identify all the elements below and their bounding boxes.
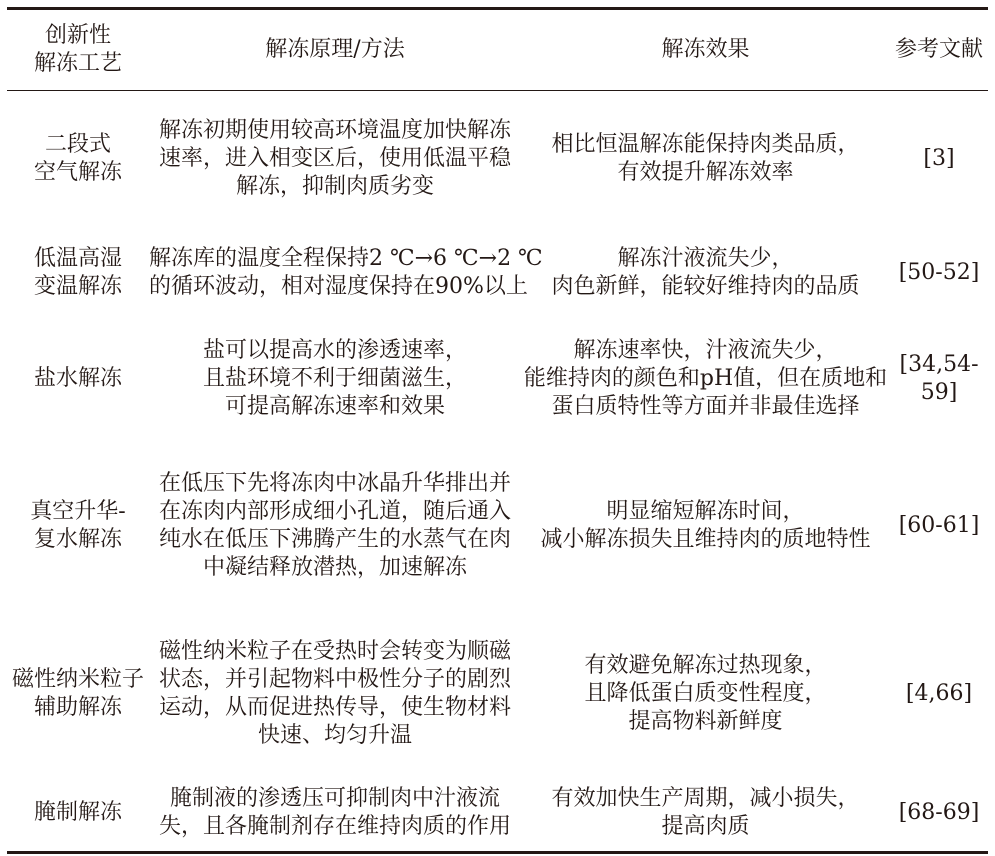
reference-cell: [50-52] — [898, 260, 980, 285]
process-cell — [7, 91, 149, 227]
method-line: 解冻初期使用较高环境温度加快解冻 — [158, 118, 511, 143]
effect-line: 且降低蛋白质变性程度， — [584, 681, 827, 706]
process-cell — [7, 613, 149, 775]
process-cell — [7, 319, 149, 439]
method-line: 状态，并引起物料中极性分子的剧烈 — [158, 667, 511, 692]
effect-line: 解冻速率快，汁液流失少， — [573, 338, 838, 363]
method-line: 且盐环境不利于细菌滋生， — [202, 366, 467, 391]
process-line: 辅助解冻 — [33, 695, 122, 720]
process-cell — [7, 227, 149, 319]
method-line: 运动，从而促进热传导，使生物材料 — [158, 695, 511, 720]
process-line: 盐水解冻 — [33, 366, 122, 391]
method-line: 失，且各腌制剂存在维持肉质的作用 — [158, 814, 511, 839]
effect-line: 有效提升解冻效率 — [617, 160, 794, 185]
effect-cell — [521, 775, 890, 851]
method-line: 在低压下先将冻肉中冰晶升华排出并 — [158, 471, 511, 496]
header-reference: 参考文献 — [894, 37, 983, 62]
process-line: 低温高湿 — [33, 246, 122, 271]
method-line: 可提高解冻速率和效果 — [224, 394, 445, 419]
header-process — [7, 10, 149, 90]
reference-cell: [60-61] — [898, 513, 980, 538]
header-row — [7, 10, 988, 90]
method-line: 解冻库的温度全程保持2 ℃→6 ℃→2 ℃ — [149, 246, 543, 271]
method-line: 快速、均匀升温 — [257, 723, 412, 748]
method-line: 盐可以提高水的渗透速率， — [202, 338, 467, 363]
method-line: 腌制液的渗透压可抑制肉中汁液流 — [169, 786, 500, 811]
effect-line: 明显缩短解冻时间， — [606, 499, 805, 524]
method-line: 的循环波动，相对湿度保持在90%以上 — [149, 274, 528, 299]
table-row — [7, 439, 988, 613]
table-body — [7, 91, 988, 851]
thawing-process-table — [7, 7, 988, 854]
effect-cell — [521, 613, 890, 775]
process-line: 空气解冻 — [33, 160, 122, 185]
method-cell — [149, 227, 543, 319]
process-line: 复水解冻 — [33, 527, 122, 552]
process-line: 变温解冻 — [33, 274, 122, 299]
method-cell — [149, 319, 521, 439]
effect-cell — [521, 439, 890, 613]
header-method: 解冻原理/方法 — [265, 37, 405, 62]
effect-line: 肉色新鲜，能较好维持肉的品质 — [551, 274, 860, 299]
effect-cell — [521, 227, 890, 319]
table-row — [7, 775, 988, 851]
effect-line: 有效避免解冻过热现象， — [584, 653, 827, 678]
method-cell — [149, 91, 521, 227]
method-cell — [149, 439, 521, 613]
reference-cell: [3] — [923, 146, 955, 171]
method-line: 中凝结释放潜热，加速解冻 — [202, 555, 467, 580]
reference-cell: [68-69] — [898, 800, 980, 825]
effect-line: 解冻汁液流失少， — [617, 246, 794, 271]
table — [7, 10, 988, 90]
effect-cell — [521, 319, 890, 439]
reference-cell: [4,66] — [905, 681, 973, 706]
effect-line: 提高物料新鲜度 — [628, 709, 783, 734]
process-cell — [7, 439, 149, 613]
reference-cell: [34,54-59] — [899, 352, 979, 405]
header-effect: 解冻效果 — [661, 37, 750, 62]
method-line: 在冻肉内部形成细小孔道，随后通入 — [158, 499, 511, 524]
effect-cell — [521, 91, 890, 227]
table-row — [7, 319, 988, 439]
method-line: 解冻，抑制肉质劣变 — [235, 174, 434, 199]
method-cell — [149, 613, 521, 775]
method-line: 速率，进入相变区后，使用低温平稳 — [158, 146, 511, 171]
effect-line: 减小解冻损失且维持肉的质地特性 — [540, 527, 871, 552]
effect-line: 蛋白质特性等方面并非最佳选择 — [551, 394, 860, 419]
header-process-line: 创新性 — [44, 23, 111, 48]
bottom-rule — [7, 851, 988, 854]
process-cell — [7, 775, 149, 851]
effect-line: 能维持肉的颜色和pH值，但在质地和 — [523, 366, 888, 391]
method-cell — [149, 775, 521, 851]
effect-line: 相比恒温解冻能保持肉类品质， — [551, 132, 860, 157]
method-line: 磁性纳米粒子在受热时会转变为顺磁 — [158, 639, 511, 664]
effect-line: 有效加快生产周期，减小损失， — [551, 786, 860, 811]
effect-line: 提高肉质 — [661, 814, 750, 839]
process-line: 真空升华- — [30, 499, 126, 524]
table-row — [7, 227, 988, 319]
process-line: 磁性纳米粒子 — [11, 667, 144, 692]
header-process-line: 解冻工艺 — [33, 51, 122, 76]
process-line: 腌制解冻 — [33, 800, 122, 825]
process-line: 二段式 — [44, 132, 111, 157]
method-line: 纯水在低压下沸腾产生的水蒸气在肉 — [158, 527, 511, 552]
table-row — [7, 91, 988, 227]
table-row — [7, 613, 988, 775]
